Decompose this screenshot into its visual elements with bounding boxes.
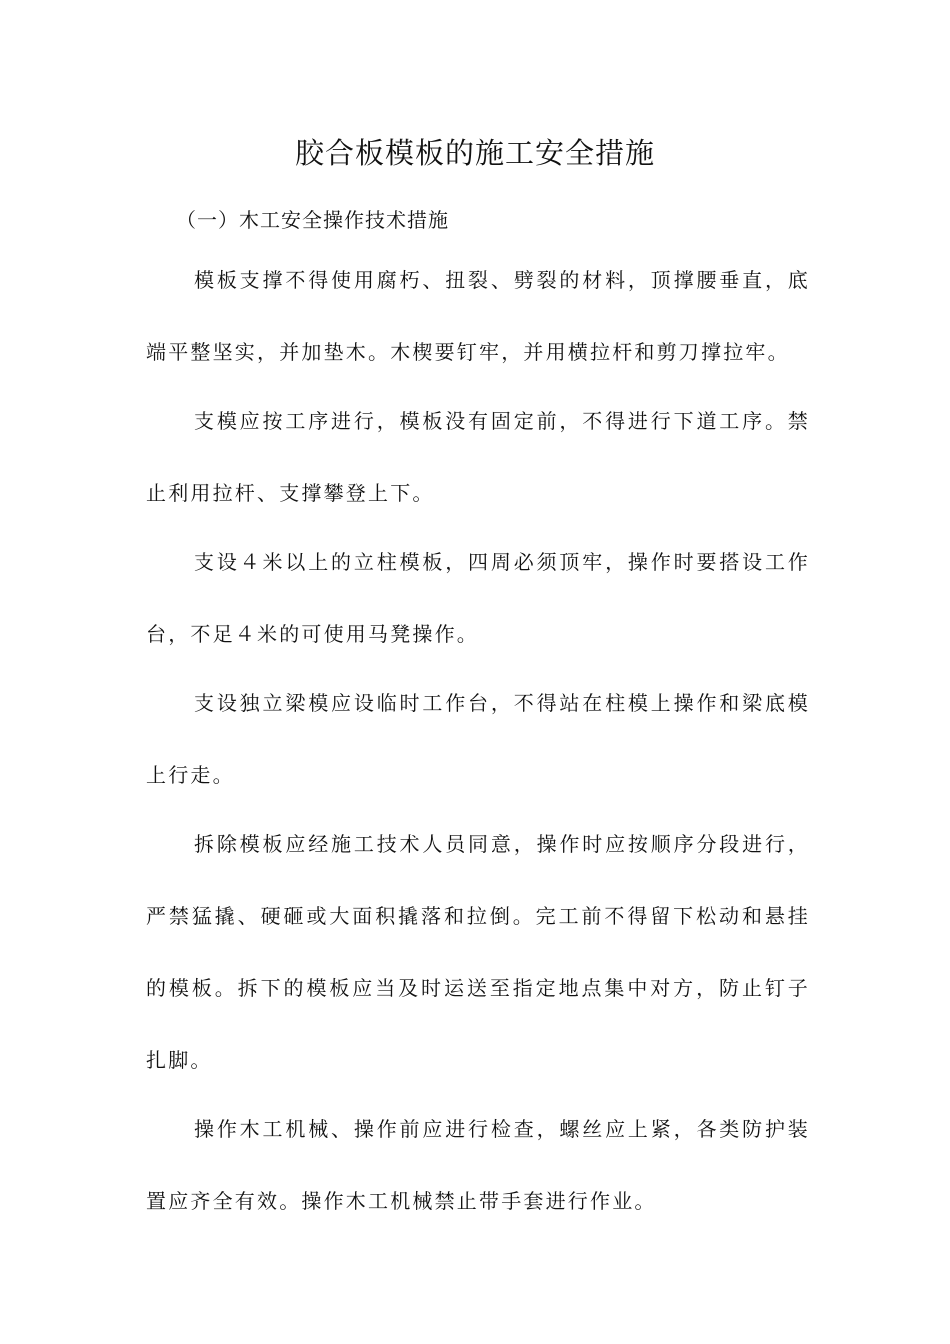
paragraph-beam-formwork: 支设独立梁模应设临时工作台，不得站在柱模上操作和梁底模上行走。 [146,691,810,787]
paragraph-formwork-sequence: 支模应按工序进行，模板没有固定前，不得进行下道工序。禁止利用拉杆、支撑攀登上下。 [146,409,810,505]
paragraph-column-formwork: 支设４米以上的立柱模板，四周必须顶牢，操作时要搭设工作台，不足４米的可使用马凳操作。 [146,550,810,646]
paragraph-woodworking-machinery: 操作木工机械、操作前应进行检查，螺丝应上紧，各类防护装置应齐全有效。操作木工机械禁止带手套进行作业。 [146,1117,810,1213]
document-body [146,244,810,1234]
paragraph-support-materials: 模板支撑不得使用腐朽、扭裂、劈裂的材料，顶撑腰垂直，底端平整坚实，并加垫木。木楔要钉牢，并用横拉杆和剪刀撑拉牢。 [146,268,810,364]
section-heading: （一）木工安全操作技术措施 [176,208,449,232]
paragraph-formwork-removal: 拆除模板应经施工技术人员同意，操作时应按顺序分段进行，严禁猛撬、硬砸或大面积撬落和拉倒。完工前不得留下松动和悬挂的模板。拆下的模板应当及时运送至指定地点集中对方，防止钉子扎脚。 [146,832,810,1072]
document-title: 胶合板模板的施工安全措施 [294,136,655,170]
